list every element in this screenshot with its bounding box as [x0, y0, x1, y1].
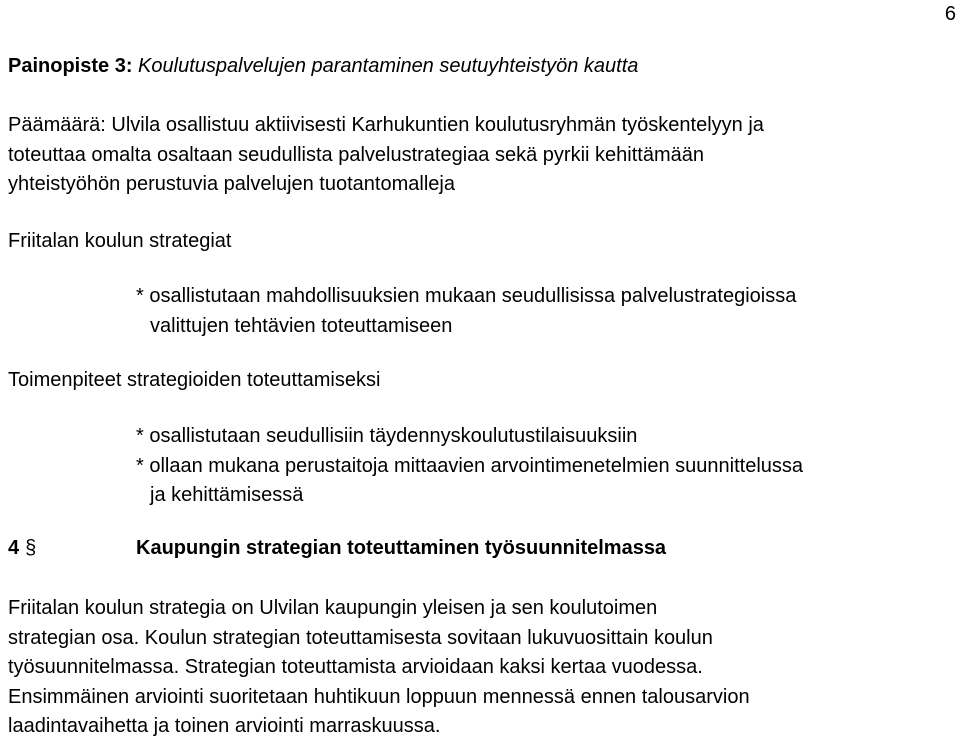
page-number: 6: [944, 3, 956, 25]
goal-line: Päämäärä: Ulvila osallistuu aktiivisesti Karhukuntien koulutusryhmän työskentelyyn ja: [8, 114, 764, 136]
goal-paragraph: [8, 111, 950, 200]
list-item: * osallistutaan mahdollisuuksien mukaan seudullisissa palvelustrategioissa: [136, 285, 797, 307]
paragraph-line: Ensimmäinen arviointi suoritetaan huhtikuun loppuun mennessä ennen talousarvion: [8, 685, 750, 708]
body-paragraph: [8, 594, 950, 742]
goal-line: yhteistyöhön perustuvia palvelujen tuotantomalleja: [8, 173, 455, 195]
section-number-value: 4: [8, 537, 20, 559]
paragraph-line: laadintavaihetta ja toinen arviointi marraskuussa.: [8, 715, 441, 737]
section-sign: §: [25, 537, 37, 559]
list-item-continuation: valittujen tehtävien toteuttamiseen: [150, 314, 453, 337]
paragraph-line: työsuunnitelmassa. Strategian toteuttamista arvioidaan kaksi kertaa vuodessa.: [8, 656, 703, 678]
strategies-list: [136, 282, 956, 341]
strategies-heading: Friitalan koulun strategiat: [8, 230, 232, 252]
list-item: * osallistutaan seudullisiin täydennyskoulutustilaisuuksiin: [136, 425, 638, 447]
focus-area-label: Painopiste 3:: [8, 55, 133, 77]
section-title: Kaupungin strategian toteuttaminen työsuunnitelmassa: [136, 537, 667, 559]
focus-area-heading: [8, 52, 950, 82]
paragraph-line: strategian osa. Koulun strategian toteuttamisesta sovitaan lukuvuosittain koulun: [8, 626, 713, 649]
measures-heading: Toimenpiteet strategioiden toteuttamiseksi: [8, 369, 381, 391]
focus-area-title: Koulutuspalvelujen parantaminen seutuyhteistyön kautta: [138, 55, 639, 77]
measures-list: [136, 422, 956, 511]
goal-line: toteuttaa omalta osaltaan seudullista palvelustrategiaa sekä pyrkii kehittämään: [8, 143, 704, 166]
paragraph-line: Friitalan koulun strategia on Ulvilan kaupungin yleisen ja sen koulutoimen: [8, 597, 658, 619]
list-item: * ollaan mukana perustaitoja mittaavien arvointimenetelmien suunnittelussa: [136, 454, 804, 477]
section-number: [8, 534, 36, 564]
list-item-continuation: ja kehittämisessä: [150, 484, 304, 506]
